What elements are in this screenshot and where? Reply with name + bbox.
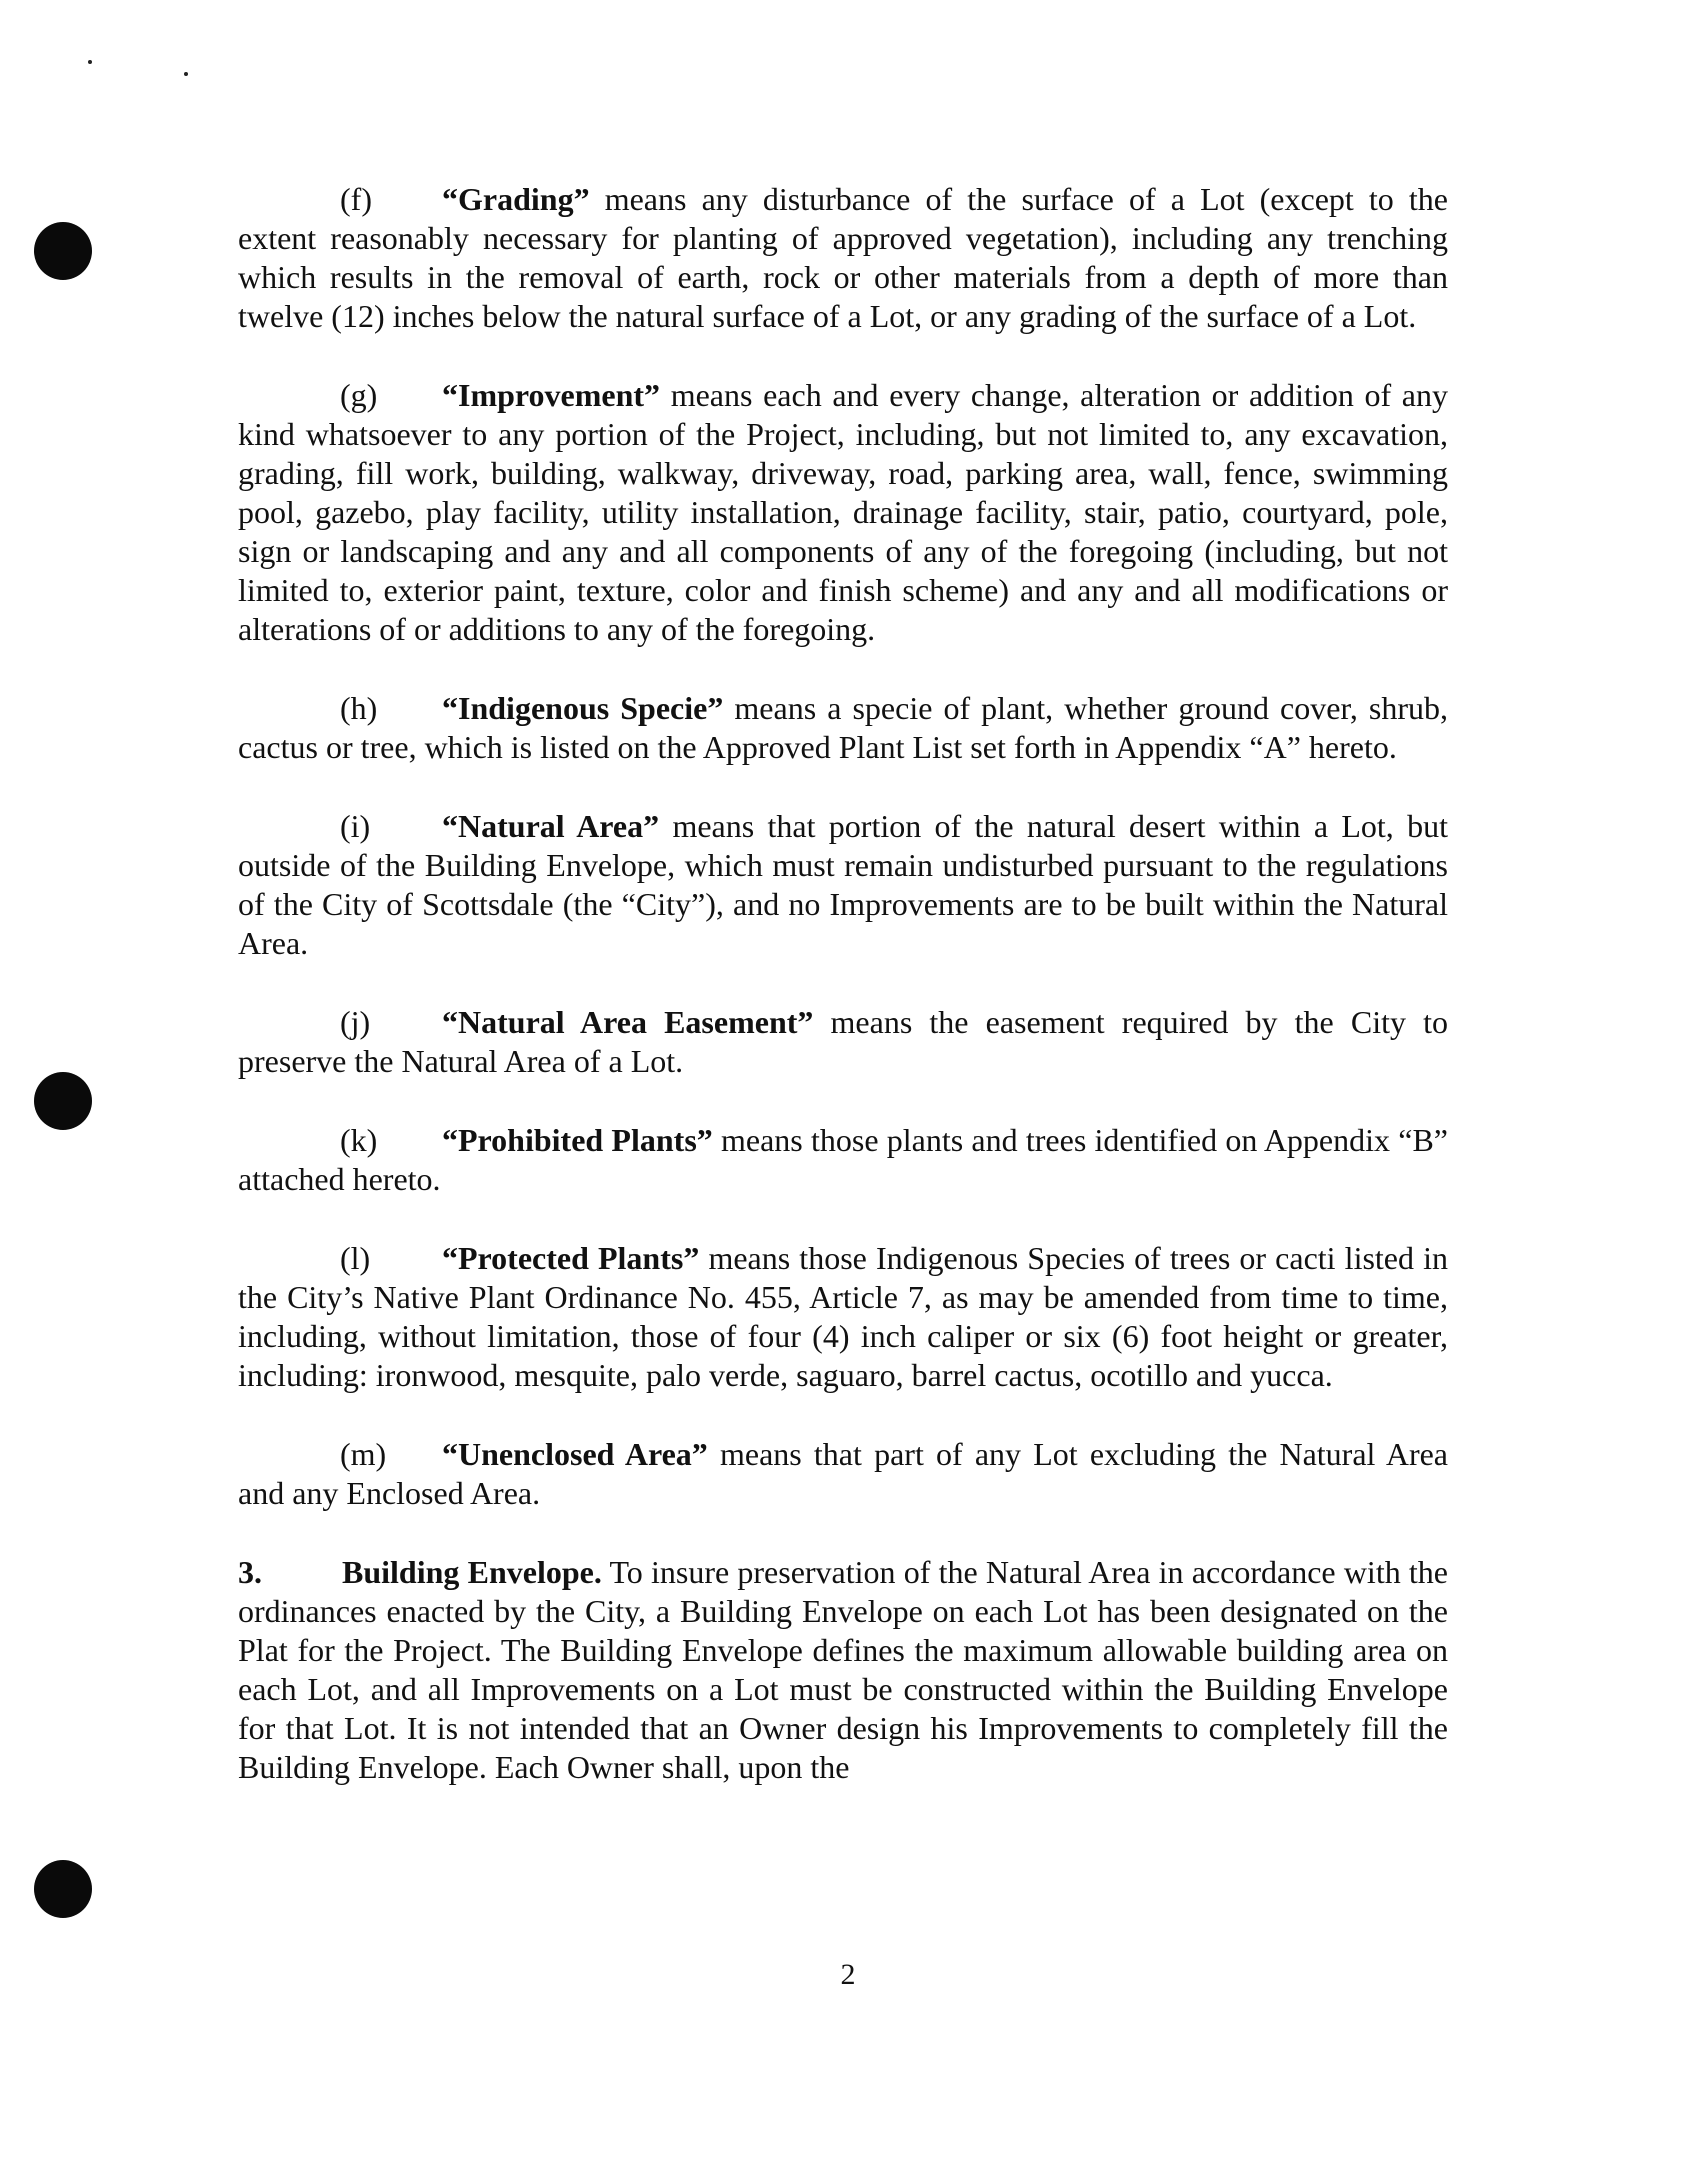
definition-text: means that portion of the natural desert within a Lot, but outside of the Building Envelope, which must remain undisturbed pursuant to the regulations of the City of Scottsdale (the “City”), and no Improvements are to be built within the Natural Area. — [238, 808, 1449, 961]
definition-label: (f) — [340, 181, 372, 217]
section-text: To insure preservation of the Natural Area in accordance with the ordinances enacted by the City, a Building Envelope on each Lot has been designated on the Plat for the Project. The Building Envelope defines the maximum allowable building area on each Lot, and all Improvements on a Lot must be constructed within the Building Envelope for that Lot. It is not intended that an Owner design his Improvements to completely fill the Building Envelope. Each Owner shall, upon the — [238, 1554, 1449, 1785]
definition-text: means each and every change, alteration or addition of any kind whatsoever to any portion of the Project, including, but not limited to, any excavation, grading, fill work, building, walkway, driveway, road, parking area, wall, fence, swimming pool, gazebo, play facility, utility installation, drainage facility, stair, patio, courtyard, pole, sign or landscaping and any and all components of any of the foregoing (including, but not limited to, exterior paint, texture, color and finish scheme) and any and all modifications or alterations of or additions to any of the foregoing. — [238, 377, 1448, 647]
definition-term: “Unenclosed Area” — [442, 1436, 708, 1472]
definition-text: means a specie of plant, whether ground cover, shrub, cactus or tree, which is listed on the Approved Plant List set forth in Appendix “A” hereto. — [238, 690, 1449, 765]
definition-label: (l) — [340, 1240, 371, 1276]
definition-term: “Natural Area Easement” — [442, 1004, 814, 1040]
scan-speck — [88, 60, 92, 64]
definition-text: means any disturbance of the surface of a Lot (except to the extent reasonably necessary for planting of approved vegetation), including any trenching which results in the removal of earth, rock or other materials from a depth of more than twelve (12) inches below the natural surface of a Lot, or any grading of the surface of a Lot. — [238, 181, 1448, 334]
punch-hole-top — [34, 222, 92, 280]
scan-speck — [184, 72, 188, 76]
definition-term: “Improvement” — [442, 377, 661, 413]
section-building-envelope — [238, 1553, 1448, 1787]
section-number: 3. — [238, 1554, 262, 1590]
definition-label: (k) — [340, 1122, 378, 1158]
definition-grading — [238, 180, 1448, 336]
definition-label: (g) — [340, 377, 378, 413]
section-heading: Building Envelope. — [342, 1554, 602, 1590]
definition-label: (j) — [340, 1004, 371, 1040]
definition-indigenous-specie — [238, 689, 1448, 767]
definition-term: “Prohibited Plants” — [442, 1122, 713, 1158]
definition-label: (m) — [340, 1436, 387, 1472]
definition-term: “Natural Area” — [442, 808, 660, 844]
definition-text: means those Indigenous Species of trees or cacti listed in the City’s Native Plant Ordinance No. 455, Article 7, as may be amended from time to time, including, without limitation, those of four (4) inch caliper or six (6) foot height or greater, including: ironwood, mesquite, palo verde, saguaro, barrel cactus, ocotillo and yucca. — [238, 1240, 1449, 1393]
definition-text: means the easement required by the City to preserve the Natural Area of a Lot. — [238, 1004, 1448, 1079]
definition-prohibited-plants — [238, 1121, 1448, 1199]
definition-term: “Grading” — [442, 181, 590, 217]
definition-label: (h) — [340, 690, 378, 726]
definition-unenclosed-area — [238, 1435, 1448, 1513]
definition-label: (i) — [340, 808, 371, 844]
definition-text: means that part of any Lot excluding the Natural Area and any Enclosed Area. — [238, 1436, 1449, 1511]
body-text — [238, 180, 1448, 1827]
punch-hole-middle — [34, 1072, 92, 1130]
definition-text: means those plants and trees identified on Appendix “B” attached hereto. — [238, 1122, 1449, 1197]
page-number: 2 — [840, 1958, 856, 1991]
punch-hole-bottom — [34, 1860, 92, 1918]
definition-term: “Indigenous Specie” — [442, 690, 724, 726]
definition-improvement — [238, 376, 1448, 649]
definition-protected-plants — [238, 1239, 1448, 1395]
definition-term: “Protected Plants” — [442, 1240, 700, 1276]
definition-natural-area — [238, 807, 1448, 963]
definition-natural-area-easement — [238, 1003, 1448, 1081]
